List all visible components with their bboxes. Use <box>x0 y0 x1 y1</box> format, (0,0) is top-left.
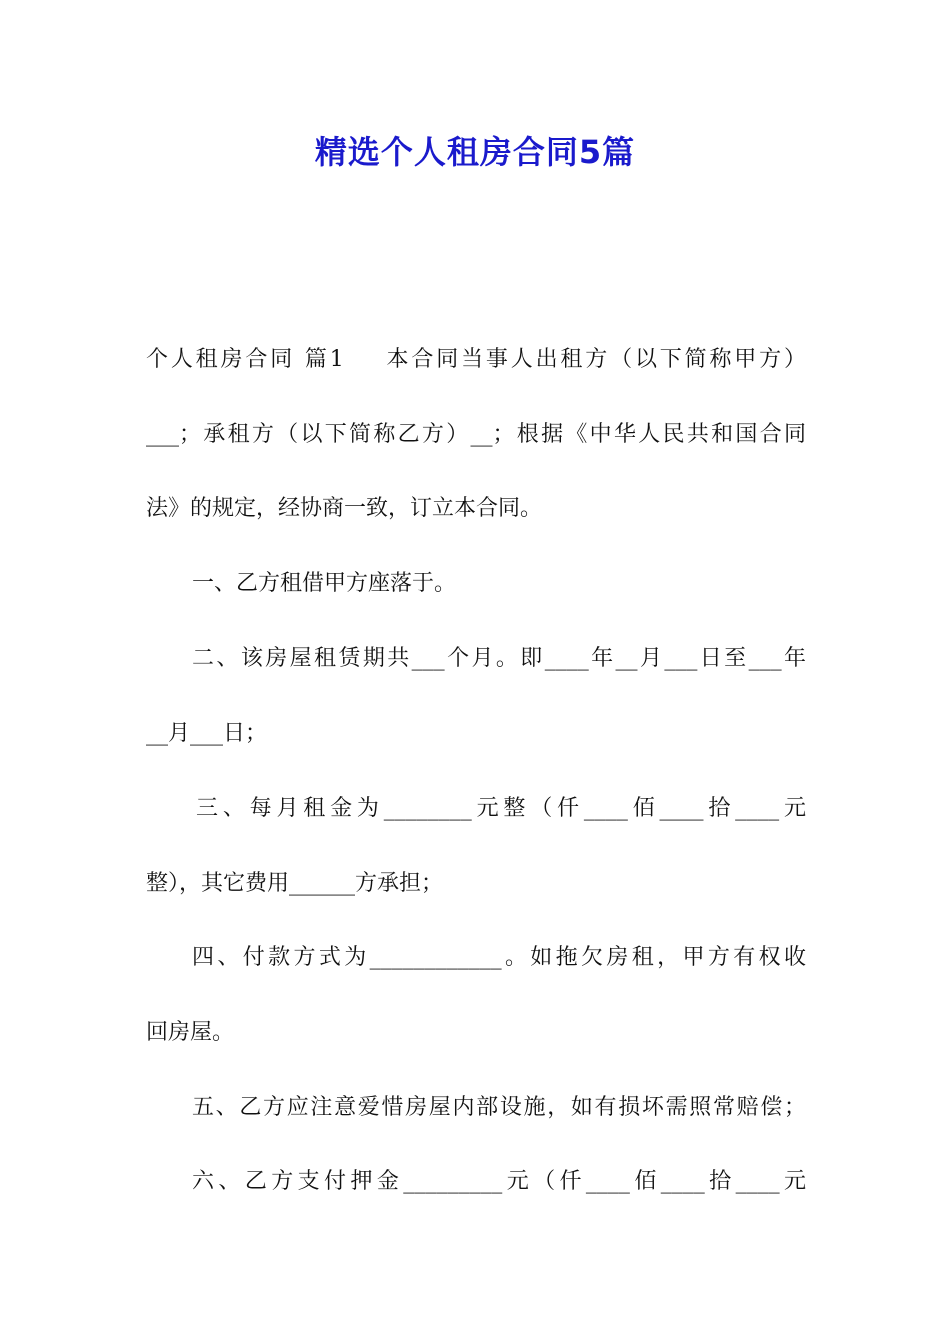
clause-1: 一、乙方租借甲方座落于。 <box>192 571 457 596</box>
clause-4: 四、付款方式为____________。如拖欠房租，甲方有权收 <box>192 945 806 970</box>
paragraph-line-3: 法》的规定，经协商一致，订立本合同。 <box>146 496 543 521</box>
clause-4-continued: 回房屋。 <box>146 1020 235 1045</box>
clause-3-continued: 整），其它费用______方承担； <box>146 871 444 896</box>
paragraph-line-1 <box>146 345 806 375</box>
section-heading: 个人租房合同 篇1 <box>146 347 344 372</box>
clause-6: 六、乙方支付押金_________元（仟____佰____拾____元 <box>192 1169 806 1194</box>
clause-2: 二、该房屋租赁期共___个月。即____年__月___日至___年 <box>192 646 806 671</box>
clause-5: 五、乙方应注意爱惜房屋内部设施，如有损坏需照常赔偿； <box>192 1095 806 1120</box>
clause-2-continued: __月___日； <box>146 721 268 746</box>
clause-3: 三、每月租金为________元整（仟____佰____拾____元 <box>196 796 806 821</box>
document-title: 精选个人租房合同5篇 <box>314 133 636 171</box>
paragraph-text: 本合同当事人出租方（以下简称甲方） <box>383 347 806 372</box>
paragraph-line-2: ___；承租方（以下简称乙方）__；根据《中华人民共和国合同 <box>146 422 806 447</box>
